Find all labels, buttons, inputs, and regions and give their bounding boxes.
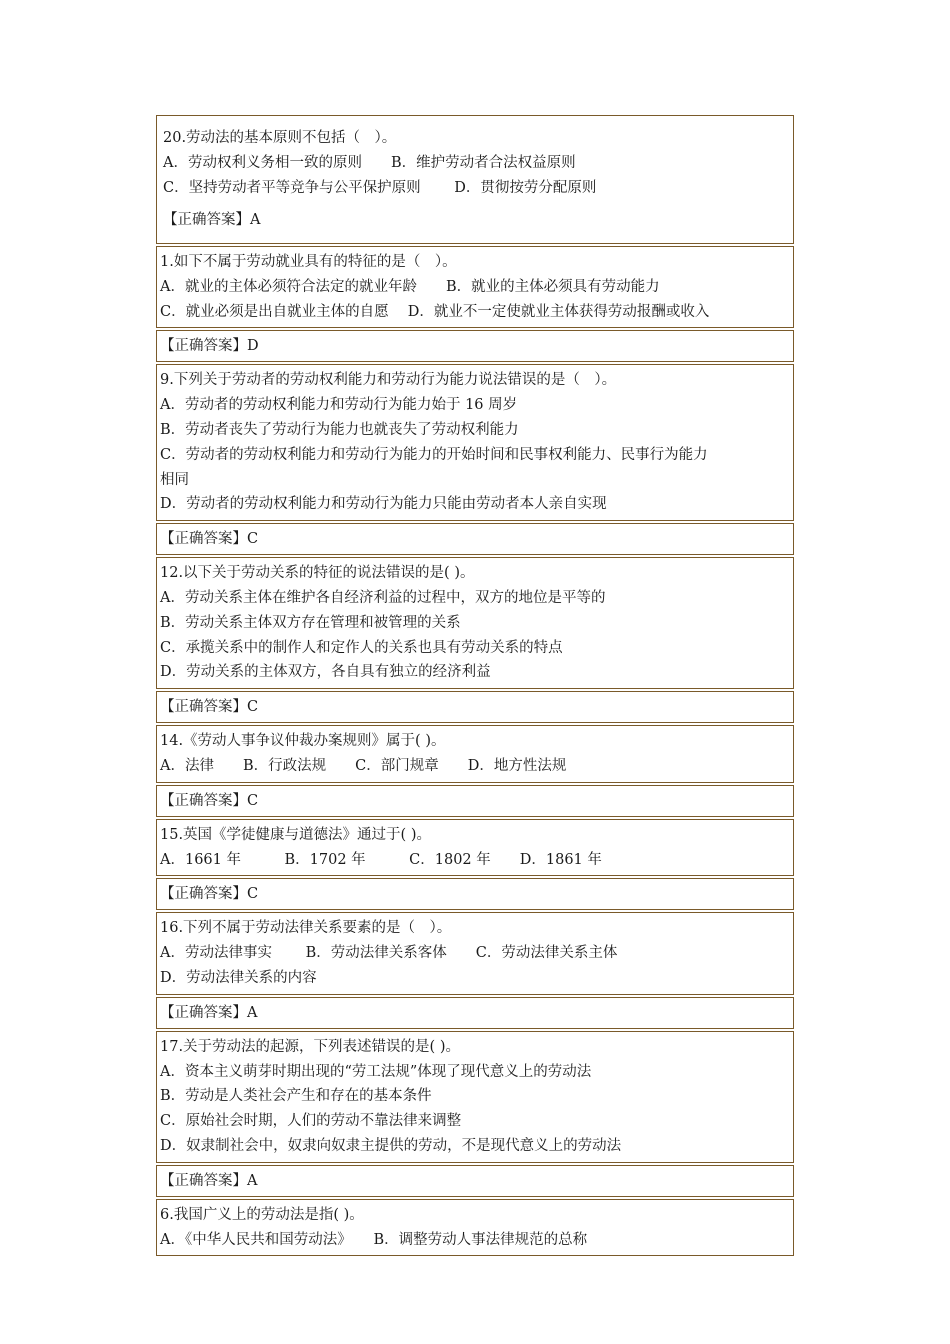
question-content bbox=[157, 365, 793, 520]
question-content bbox=[157, 558, 793, 688]
answer-row bbox=[156, 330, 794, 362]
question-block bbox=[156, 115, 794, 244]
answer-text: 【正确答案】C bbox=[160, 699, 259, 716]
question-block bbox=[156, 364, 794, 521]
question-block bbox=[156, 912, 794, 994]
question-text: 17.关于劳动法的起源，下列表述错误的是( )。 bbox=[160, 1038, 460, 1055]
question-content bbox=[157, 1200, 793, 1256]
option-line: A．资本主义萌芽时期出现的“劳工法规”体现了现代意义上的劳动法 bbox=[160, 1063, 592, 1080]
option-line: A．劳动权利义务相一致的原则 B．维护劳动者合法权益原则 bbox=[163, 154, 576, 171]
question-block bbox=[156, 819, 794, 877]
option-line: B．劳动是人类社会产生和存在的基本条件 bbox=[160, 1088, 432, 1105]
option-line: A．劳动法律事实 B．劳动法律关系客体 C．劳动法律关系主体 bbox=[160, 945, 618, 962]
answer-text: 【正确答案】C bbox=[160, 886, 259, 903]
option-line: D．劳动关系的主体双方，各自具有独立的经济利益 bbox=[160, 664, 491, 681]
option-line: A．就业的主体必须符合法定的就业年龄 B．就业的主体必须具有劳动能力 bbox=[160, 278, 660, 295]
question-text: 15.英国《学徒健康与道德法》通过于( )。 bbox=[160, 826, 431, 843]
question-text: 16.下列不属于劳动法律关系要素的是（ ）。 bbox=[160, 920, 452, 937]
question-content bbox=[157, 247, 793, 327]
answer-row bbox=[156, 785, 794, 817]
answer-row bbox=[156, 691, 794, 723]
option-line: D．劳动者的劳动权利能力和劳动行为能力只能由劳动者本人亲自实现 bbox=[160, 496, 607, 513]
answer-row bbox=[156, 997, 794, 1029]
option-line: D．劳动法律关系的内容 bbox=[160, 969, 317, 986]
option-line: B．劳动关系主体双方存在管理和被管理的关系 bbox=[160, 614, 461, 631]
answer-row bbox=[156, 1165, 794, 1197]
option-line: C．承揽关系中的制作人和定作人的关系也具有劳动关系的特点 bbox=[160, 639, 563, 656]
option-line: C．坚持劳动者平等竞争与公平保护原则 D．贯彻按劳分配原则 bbox=[163, 179, 597, 196]
question-sheet bbox=[156, 115, 794, 1258]
option-line: C．劳动者的劳动权利能力和劳动行为能力的开始时间和民事权利能力、民事行为能力 bbox=[160, 446, 708, 463]
question-content bbox=[157, 726, 793, 782]
answer-text: 【正确答案】A bbox=[160, 1004, 258, 1021]
question-block bbox=[156, 1031, 794, 1163]
option-line: A．《中华人民共和国劳动法》 B．调整劳动人事法律规范的总称 bbox=[160, 1231, 588, 1248]
question-content bbox=[157, 1032, 793, 1162]
answer-row bbox=[156, 878, 794, 910]
answer-text: 【正确答案】D bbox=[160, 338, 259, 355]
answer-row bbox=[156, 523, 794, 555]
question-block bbox=[156, 725, 794, 783]
question-text: 6.我国广义上的劳动法是指( )。 bbox=[160, 1206, 364, 1223]
question-block bbox=[156, 246, 794, 328]
question-text: 12.以下关于劳动关系的特征的说法错误的是( )。 bbox=[160, 565, 475, 582]
answer-text: 【正确答案】C bbox=[160, 792, 259, 809]
question-text: 9.下列关于劳动者的劳动权利能力和劳动行为能力说法错误的是（ ）。 bbox=[160, 372, 617, 389]
answer-text: 【正确答案】C bbox=[160, 531, 259, 548]
option-line: C．原始社会时期，人们的劳动不靠法律来调整 bbox=[160, 1113, 462, 1130]
answer-text: 【正确答案】A bbox=[163, 212, 261, 229]
option-line: B．劳动者丧失了劳动行为能力也就丧失了劳动权利能力 bbox=[160, 421, 519, 438]
question-content bbox=[157, 820, 793, 876]
question-content bbox=[157, 913, 793, 993]
question-text: 14.《劳动人事争议仲裁办案规则》属于( )。 bbox=[160, 733, 446, 750]
option-line: C．就业必须是出自就业主体的自愿 D．就业不一定使就业主体获得劳动报酬或收入 bbox=[160, 303, 710, 320]
question-text: 1.如下不属于劳动就业具有的特征的是（ ）。 bbox=[160, 254, 457, 270]
question-block bbox=[156, 1199, 794, 1257]
option-line: 相同 bbox=[160, 471, 189, 488]
question-content bbox=[157, 116, 793, 239]
option-line: A．法律 B．行政法规 C．部门规章 D．地方性法规 bbox=[160, 757, 567, 774]
option-line: D．奴隶制社会中，奴隶向奴隶主提供的劳动，不是现代意义上的劳动法 bbox=[160, 1137, 622, 1154]
option-line: A．劳动者的劳动权利能力和劳动行为能力始于 16 周岁 bbox=[160, 397, 518, 414]
question-text: 20.劳动法的基本原则不包括（ ）。 bbox=[163, 130, 397, 146]
option-line: A．劳动关系主体在维护各自经济利益的过程中，双方的地位是平等的 bbox=[160, 589, 606, 606]
option-line: A．1661 年 B．1702 年 C．1802 年 D．1861 年 bbox=[160, 851, 602, 868]
answer-text: 【正确答案】A bbox=[160, 1172, 258, 1189]
question-block bbox=[156, 557, 794, 689]
